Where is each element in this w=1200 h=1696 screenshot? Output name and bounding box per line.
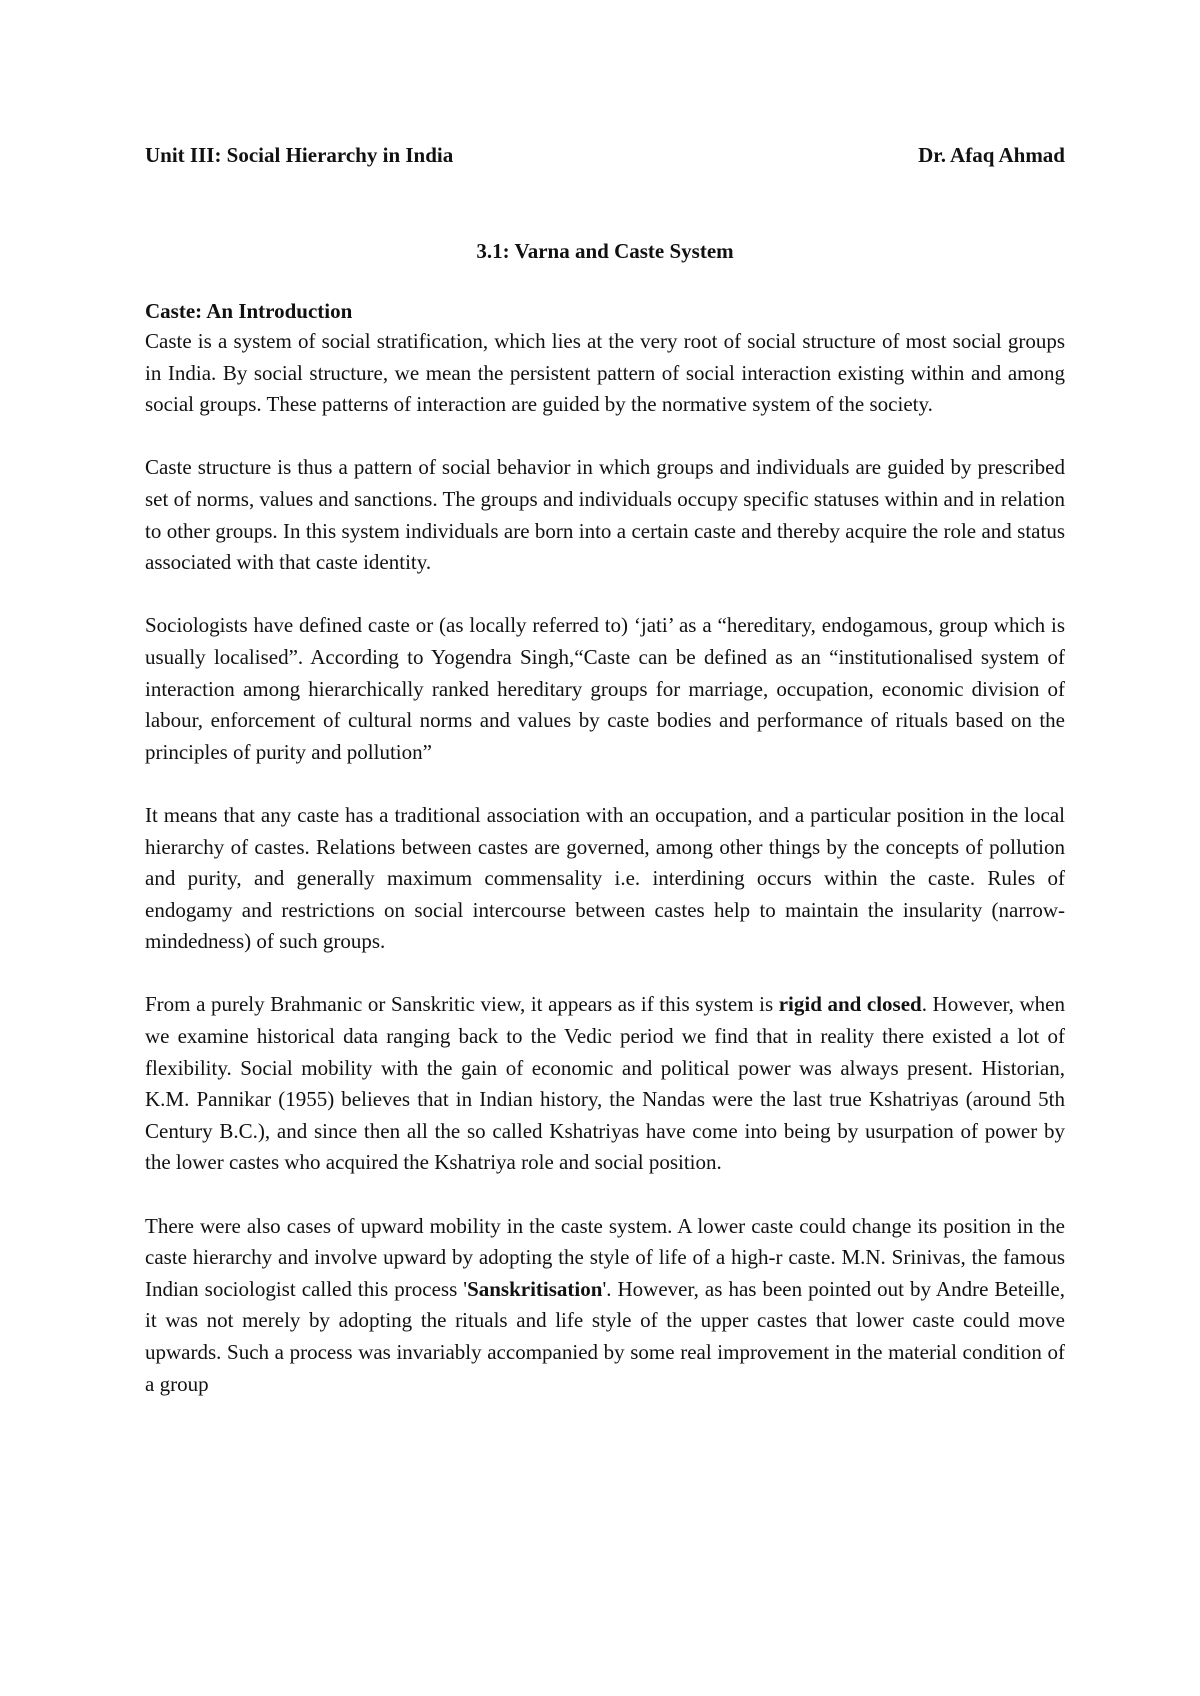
paragraph-4: It means that any caste has a traditional association with an occupation, and a particular position in the local hierarchy of castes. Relations between castes are governed, among other things by the concepts of pollution and purity, and generally maximum commensality i.e. interdining occurs within the caste. Rules of endogamy and restrictions on social intercourse between castes help to maintain the insularity (narrow-mindedness) of such groups. <box>145 802 1065 954</box>
paragraph-1: Caste is a system of social stratification, which lies at the very root of social structure of most social groups in India. By social structure, we mean the persistent pattern of social interaction existing within and among social groups. These patterns of interaction are guided by the normative system of the society. <box>145 329 1065 417</box>
emphasis-rigid-closed: rigid and closed <box>778 992 922 1017</box>
author-name: Dr. Afaq Ahmad <box>918 143 1065 167</box>
paragraph-6-text-start: There were also cases of upward mobility in the caste system. A lower caste could change its position in the caste hierarchy and involve upward by adopting the style of life of a high-r caste. M.N. Srinivas, the famous Indian sociologist called this process ' <box>145 1213 1065 1301</box>
emphasis-sanskritisation: Sanskritisation <box>467 1276 603 1301</box>
document-header <box>145 140 1065 170</box>
paragraph-6 <box>145 1211 1065 1401</box>
body-text <box>145 326 1065 1400</box>
paragraph-5-text-end: . However, when we examine historical data ranging back to the Vedic period we find that in reality there existed a lot of flexibility. Social mobility with the gain of economic and political power was always present. Historian, K.M. Pannikar (1955) believes that in Indian history, the Nandas were the last true Kshatriyas (around 5th Century B.C.), and since then all the so called Kshatriyas have come into being by usurpation of power by the lower castes who acquired the Kshatriya role and social position. <box>145 992 1065 1175</box>
section-title: 3.1: Varna and Caste System <box>476 239 734 263</box>
paragraph-2: Caste structure is thus a pattern of social behavior in which groups and individuals are guided by prescribed set of norms, values and sanctions. The groups and individuals occupy specific statuses within and in relation to other groups. In this system individuals are born into a certain caste and thereby acquire the role and status associated with that caste identity. <box>145 455 1065 575</box>
paragraph-5-text-start: From a purely Brahmanic or Sanskritic view, it appears as if this system is <box>145 992 779 1017</box>
document-page <box>145 140 1065 1400</box>
unit-title: Unit III: Social Hierarchy in India <box>145 143 454 167</box>
subheading: Caste: An Introduction <box>145 299 353 323</box>
paragraph-3: Sociologists have defined caste or (as locally referred to) ‘jati’ as a “hereditary, endogamous, group which is usually localised”. According to Yogendra Singh,“Caste can be defined as an “institutionalised system of interaction among hierarchically ranked hereditary groups for marriage, occupation, economic division of labour, enforcement of cultural norms and values by caste bodies and performance of rituals based on the principles of purity and pollution” <box>145 613 1065 764</box>
paragraph-5 <box>145 989 1065 1179</box>
paragraph-6-text-end: '. However, as has been pointed out by Andre Beteille, it was not merely by adopting the rituals and life style of the upper castes that lower caste could move upwards. Such a process was invariably accompanied by some real improvement in the material condition of a group <box>145 1276 1065 1396</box>
